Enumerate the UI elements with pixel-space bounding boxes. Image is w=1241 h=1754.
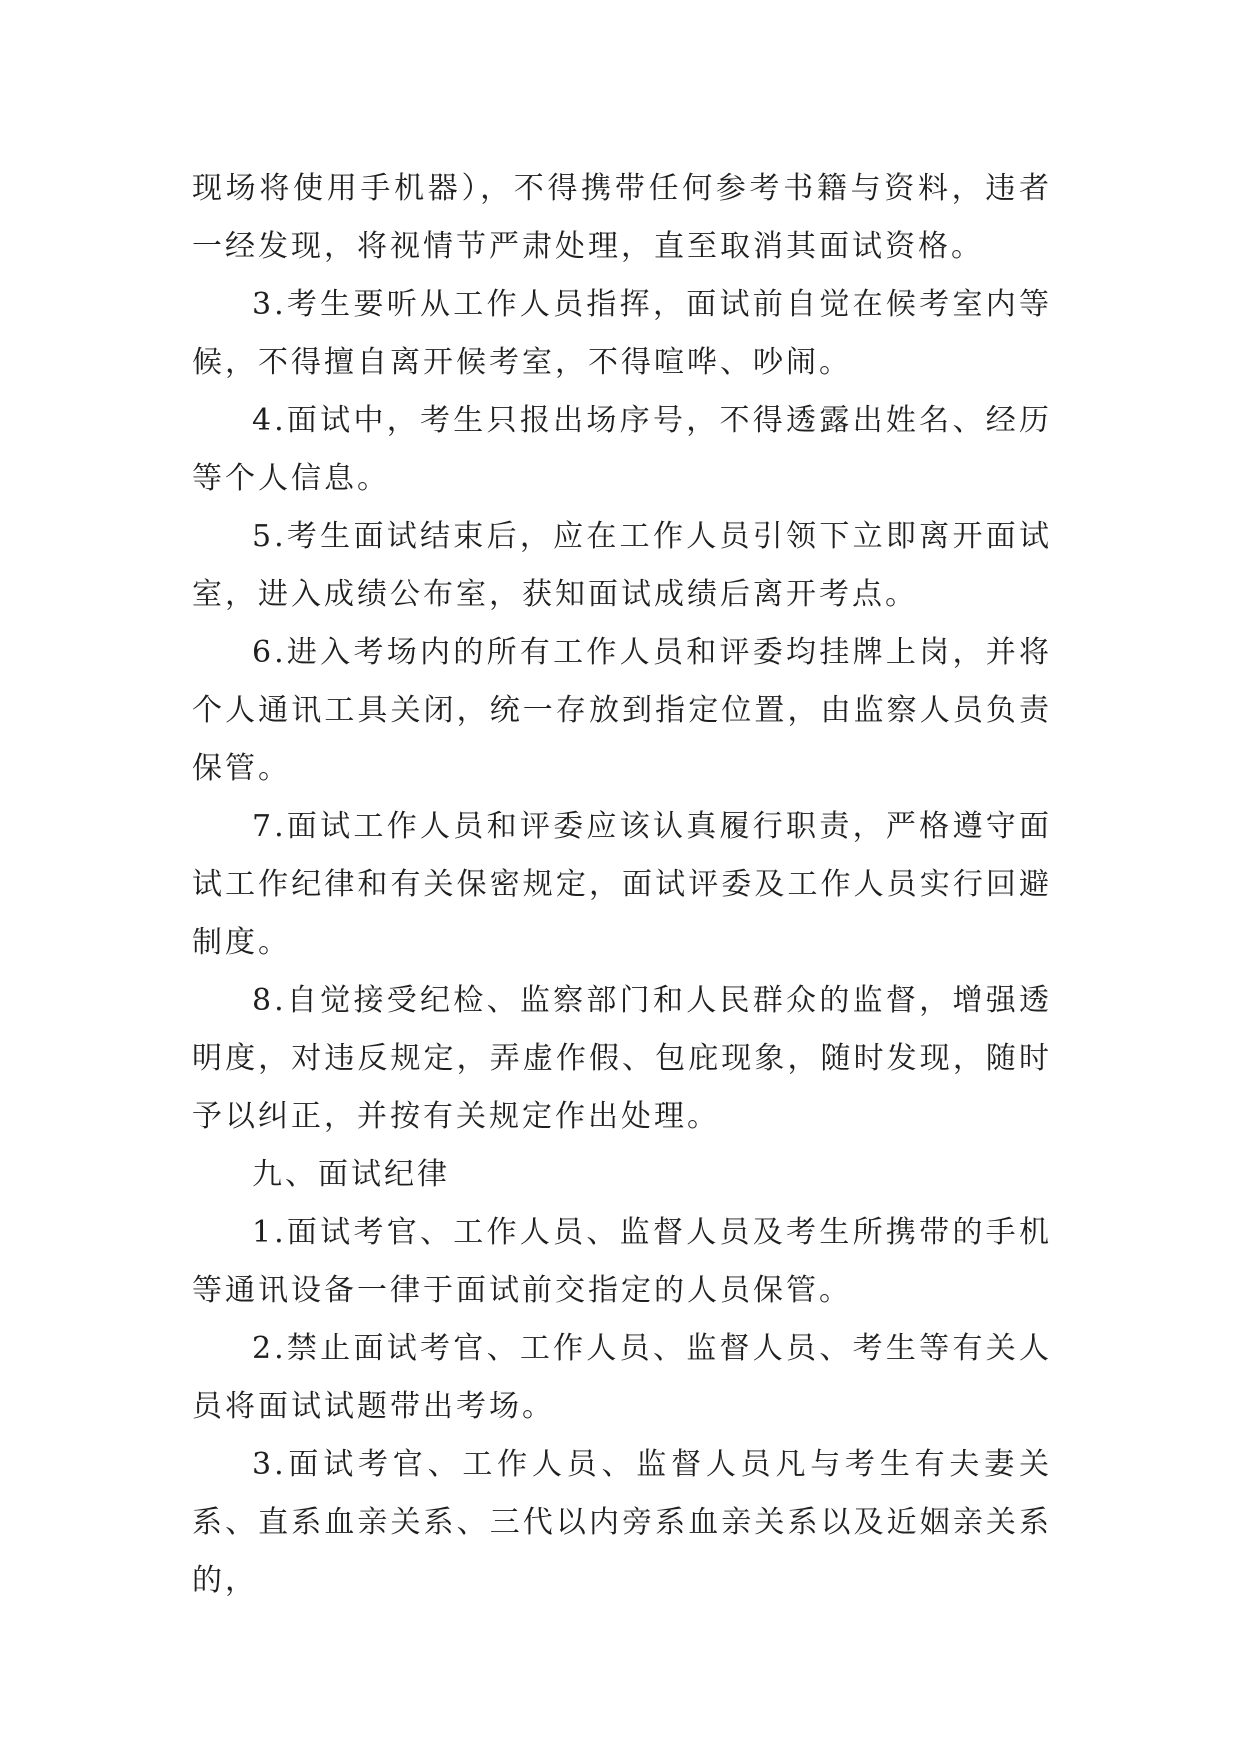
paragraph-item-5: 5.考生面试结束后，应在工作人员引领下立即离开面试室，进入成绩公布室，获知面试成绩后离开考点。 <box>192 519 1052 612</box>
paragraph-item-8: 8.自觉接受纪检、监察部门和人民群众的监督，增强透明度，对违反规定，弄虚作假、包庇现象，随时发现，随时予以纠正，并按有关规定作出处理。 <box>192 983 1052 1134</box>
paragraph-item-6: 6.进入考场内的所有工作人员和评委均挂牌上岗，并将个人通讯工具关闭，统一存放到指定位置，由监察人员负责保管。 <box>192 635 1052 786</box>
document-body <box>192 160 1052 1610</box>
discipline-item-1: 1.面试考官、工作人员、监督人员及考生所携带的手机等通讯设备一律于面试前交指定的人员保管。 <box>192 1215 1052 1308</box>
paragraph-continuation: 现场将使用手机器），不得携带任何参考书籍与资料，违者一经发现，将视情节严肃处理，直至取消其面试资格。 <box>192 171 1052 264</box>
paragraph-item-3: 3.考生要听从工作人员指挥，面试前自觉在候考室内等候，不得擅自离开候考室，不得喧哗、吵闹。 <box>192 287 1052 380</box>
discipline-item-2: 2.禁止面试考官、工作人员、监督人员、考生等有关人员将面试试题带出考场。 <box>192 1331 1052 1424</box>
paragraph-item-7: 7.面试工作人员和评委应该认真履行职责，严格遵守面试工作纪律和有关保密规定，面试评委及工作人员实行回避制度。 <box>192 809 1052 960</box>
paragraph-item-4: 4.面试中，考生只报出场序号，不得透露出姓名、经历等个人信息。 <box>192 403 1052 496</box>
discipline-item-3: 3.面试考官、工作人员、监督人员凡与考生有夫妻关系、直系血亲关系、三代以内旁系血亲关系以及近姻亲关系的， <box>192 1447 1052 1598</box>
section-heading: 九、面试纪律 <box>252 1157 450 1192</box>
